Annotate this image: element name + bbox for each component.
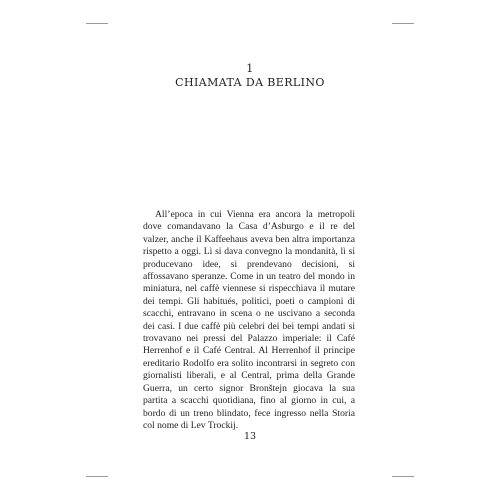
crop-mark	[86, 23, 108, 24]
page-number: 13	[243, 431, 257, 442]
body-paragraph: All’epoca in cui Vienna era ancora la metropoli dove comandavano la Casa d’Asburgo e il re del valzer, anche il Kaffeehaus aveva ben altra importanza rispetto a oggi. Lì si dava convegno la mondanità, lì si producevano idee, si prendevano decisioni, si affossavano speranze. Come in un teatro del mondo in miniatura, nel caffè viennese si rispecchiava il mutare dei tempi. Gli habitués, politici, poeti o campioni di scacchi, entravano in scena o ne uscivano a seconda dei casi. I due caffè più celebri dei bei tempi andati si trovavano nei pressi del Palazzo imperiale: il Café Herrenhof e il Café Central. Al Herrenhof il principe ereditario Rodolfo era solito incontrarsi in segreto con giornalisti liberali, e al Central, prima della Grande Guerra, un certo signor Bronštejn giocava la sua partita a scacchi quotidiana, fino al giorno in cui, a bordo di un treno blindato, fece ingresso nella Storia col nome di Lev Trockij.	[143, 209, 355, 431]
crop-mark	[86, 476, 108, 477]
crop-mark	[392, 476, 414, 477]
chapter-title: CHIAMATA DA BERLINO	[175, 76, 325, 89]
crop-mark	[392, 23, 414, 24]
chapter-number: 1	[246, 62, 254, 75]
